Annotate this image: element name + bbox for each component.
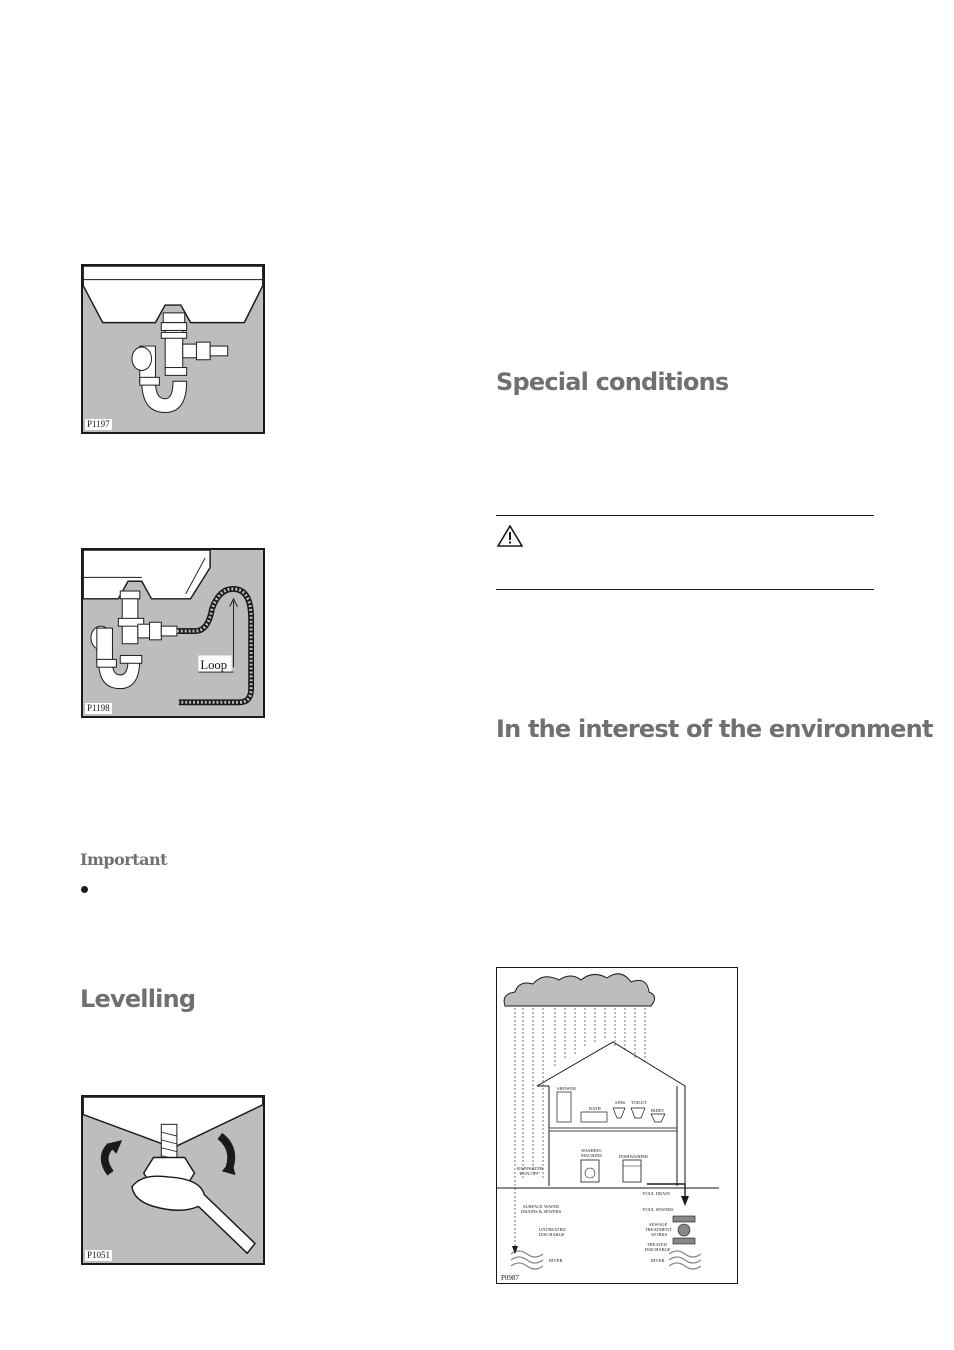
untreated-label-line-1: UNTREATED: [539, 1227, 566, 1232]
river-right-label: RIVER: [651, 1258, 665, 1263]
warning-top-rule: [496, 515, 874, 516]
sink-label: SINK: [615, 1100, 626, 1105]
levelling-heading: Levelling: [80, 985, 196, 1013]
washing-machine-label-line-2: MACHINE: [581, 1153, 602, 1158]
environment-diagram: [496, 967, 738, 1284]
sewage-label-line-2: TREATMENT: [645, 1227, 672, 1232]
sewage-label-line-1: SEWAGE: [649, 1222, 668, 1227]
surface-water-label-line-2: DRAINS & SEWERS: [521, 1209, 562, 1214]
loop-label: Loop: [200, 658, 228, 673]
shower-label: SHOWER: [557, 1086, 576, 1091]
figure-code: P1197: [87, 419, 110, 429]
environment-diagram-illustration: [497, 968, 739, 1285]
untreated-label-line-2: DISCHARGE: [539, 1232, 565, 1237]
special-conditions-heading: Special conditions: [496, 368, 729, 396]
figure-code: P0987: [501, 1274, 519, 1282]
sewage-label-line-3: WORKS: [651, 1232, 668, 1237]
foul-drain-label: FOUL DRAIN: [643, 1191, 670, 1196]
warning-icon: [497, 525, 523, 547]
bullet-point: [81, 886, 88, 893]
sink-trap-figure: [81, 264, 265, 434]
foul-sewers-label: FOUL SEWERS: [643, 1207, 674, 1212]
environment-heading: In the interest of the environment: [496, 715, 933, 743]
bidet-label: BIDET: [651, 1108, 665, 1113]
river-left-label: RIVER: [549, 1258, 563, 1263]
surface-water-label-line-1: SURFACE WATER: [523, 1204, 559, 1209]
treated-label-line-1: TREATED: [647, 1242, 667, 1247]
levelling-foot-figure: [81, 1095, 265, 1265]
rainwater-label-line-1: RAINWATER: [517, 1166, 543, 1171]
toilet-label: TOILET: [631, 1100, 647, 1105]
levelling-foot-illustration: [83, 1097, 263, 1263]
rainwater-label-line-2: 'RUN OFF': [519, 1171, 540, 1176]
treated-label-line-2: DISCHARGE: [645, 1247, 671, 1252]
bath-label: BATH: [589, 1106, 601, 1111]
warning-bottom-rule: [496, 589, 874, 590]
hose-loop-illustration: [83, 550, 263, 716]
sink-trap-illustration: [83, 266, 263, 432]
hose-loop-figure: [81, 548, 265, 718]
dishwasher-label: DISHWASHER: [619, 1154, 649, 1159]
washing-machine-label-line-1: WASHING: [581, 1148, 602, 1153]
important-heading: Important: [80, 850, 167, 869]
figure-code: P1198: [87, 703, 110, 713]
figure-code: P1051: [87, 1250, 111, 1260]
